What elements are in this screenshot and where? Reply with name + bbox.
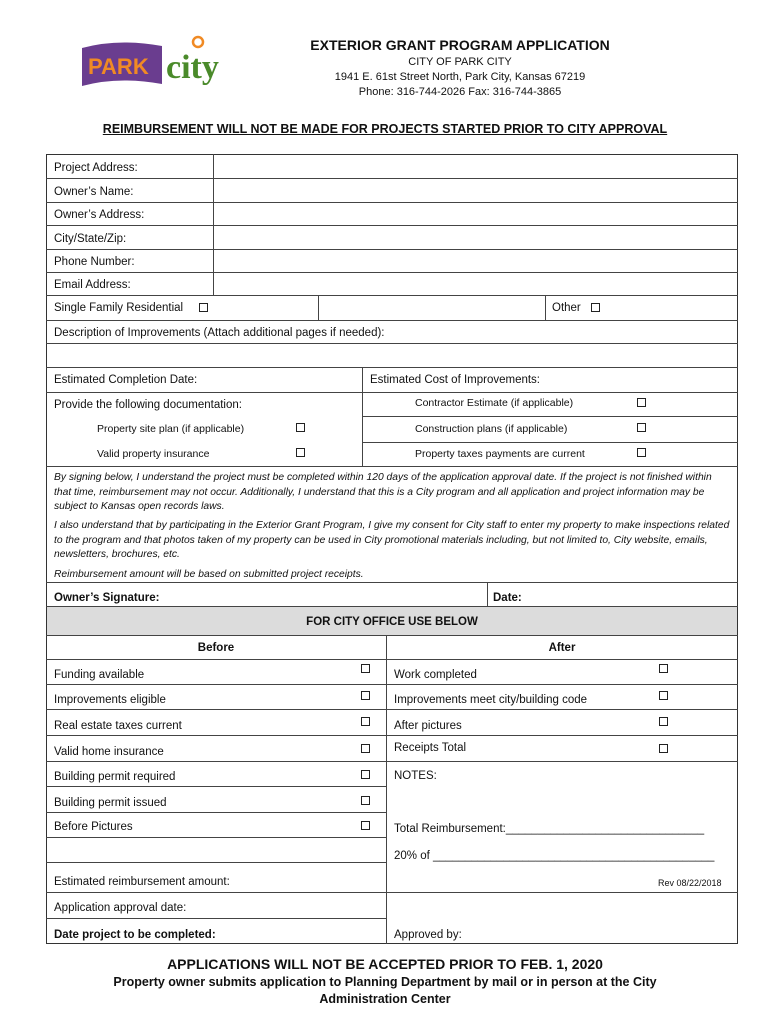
owners-signature-label: Owner’s Signature: [54, 592, 160, 604]
after-heading: After [548, 642, 576, 654]
other-label: Other [552, 302, 581, 314]
email-address-label: Email Address: [54, 279, 131, 291]
owners-name-label: Owner’s Name: [54, 186, 134, 198]
reimbursement-warning: REIMBURSEMENT WILL NOT BE MADE FOR PROJECTS STARTED PRIOR TO CITY APPROVAL [102, 122, 668, 136]
description-label: Description of Improvements (Attach additional pages if needed): [54, 327, 385, 339]
after-item-work-completed: Work completed [394, 669, 477, 681]
work-completed-checkbox[interactable] [659, 664, 668, 673]
permit-required-checkbox[interactable] [361, 770, 370, 779]
project-address-label: Project Address: [54, 162, 138, 174]
before-item-insurance: Valid home insurance [54, 746, 164, 758]
description-field[interactable] [48, 345, 736, 366]
before-item-taxes: Real estate taxes current [54, 720, 182, 732]
consent-paragraph-2: I also understand that by participating in the Exterior Grant Program, I give my consent for City staff to enter my property to make inspections related to the program and that photos taken of my property can be used in City promotional materials including, but not limited to, City website, emails, newsletters, brochures, etc. [54, 520, 730, 560]
owners-name-field[interactable] [216, 180, 736, 201]
taxes-checkbox[interactable] [361, 717, 370, 726]
city-address: 1941 E. 61st Street North, Park City, Kansas 67219 [334, 71, 586, 83]
owners-address-field[interactable] [216, 204, 736, 224]
city-phone: Phone: 316-744-2026 Fax: 316-744-3865 [358, 86, 562, 98]
before-item-permit-issued: Building permit issued [54, 797, 167, 809]
single-family-label: Single Family Residential [54, 302, 184, 314]
owners-address-label: Owner’s Address: [54, 209, 145, 221]
before-item-permit-required: Building permit required [54, 771, 176, 783]
funding-checkbox[interactable] [361, 664, 370, 673]
submission-line-2: Administration Center [319, 992, 451, 1006]
logo-word-city: city [166, 49, 219, 86]
office-heading: FOR CITY OFFICE USE BELOW [306, 616, 478, 628]
logo-word-park: PARK [88, 54, 149, 79]
construction-plans-checkbox[interactable] [637, 423, 646, 432]
insurance-checkbox[interactable] [361, 744, 370, 753]
permit-issued-checkbox[interactable] [361, 796, 370, 805]
est-reimbursement-label: Estimated reimbursement amount: [54, 876, 230, 888]
before-heading: Before [197, 642, 235, 654]
approval-date-label: Application approval date: [54, 902, 187, 914]
phone-number-label: Phone Number: [54, 256, 135, 268]
eligible-checkbox[interactable] [361, 691, 370, 700]
after-item-code: Improvements meet city/building code [394, 694, 588, 706]
code-checkbox[interactable] [659, 691, 668, 700]
receipts-note: Reimbursement amount will be based on submitted project receipts. [54, 569, 364, 580]
after-item-receipts: Receipts Total [394, 742, 467, 754]
provide-docs-label: Provide the following documentation: [54, 399, 242, 411]
site-plan-checkbox[interactable] [296, 423, 305, 432]
after-pictures-checkbox[interactable] [659, 717, 668, 726]
est-completion-label: Estimated Completion Date: [54, 374, 198, 386]
other-checkbox[interactable] [591, 303, 600, 312]
before-pictures-checkbox[interactable] [361, 821, 370, 830]
est-cost-label: Estimated Cost of Improvements: [370, 374, 541, 386]
owners-signature-field[interactable] [170, 584, 485, 605]
twenty-percent-label: 20% of ____________________________________________ [394, 850, 715, 862]
consent-paragraph-1: By signing below, I understand the project must be completed within 120 days of the application approval date. If the project is not finished within that time, reimbursement may not occur. Additionally, I understand that this is a City program and all application and project information may be subject to Kansas open records laws. [54, 472, 712, 512]
signature-date-label: Date: [493, 592, 522, 604]
deadline-notice: APPLICATIONS WILL NOT BE ACCEPTED PRIOR TO FEB. 1, 2020 [167, 956, 603, 972]
city-state-zip-label: City/State/Zip: [54, 233, 127, 245]
phone-number-field[interactable] [216, 251, 736, 271]
valid-insurance-label: Valid property insurance [97, 448, 210, 460]
taxes-current-label: Property taxes payments are current [415, 448, 585, 460]
submission-line-1: Property owner submits application to Planning Department by mail or in person at the City [113, 975, 657, 989]
total-reimbursement-label: Total Reimbursement:_______________________________ [394, 823, 705, 835]
before-item-funding: Funding available [54, 669, 145, 681]
city-name: CITY OF PARK CITY [408, 56, 512, 68]
contractor-estimate-checkbox[interactable] [637, 398, 646, 407]
contractor-estimate-label: Contractor Estimate (if applicable) [415, 397, 574, 409]
date-completed-label: Date project to be completed: [54, 929, 216, 941]
single-family-checkbox[interactable] [199, 303, 208, 312]
notes-label: NOTES: [394, 770, 437, 782]
city-state-zip-field[interactable] [216, 227, 736, 248]
park-city-logo [78, 34, 244, 92]
approved-by-label: Approved by: [394, 929, 462, 941]
revision-date: Rev 08/22/2018 [658, 878, 722, 888]
signature-date-field[interactable] [530, 584, 736, 605]
site-plan-label: Property site plan (if applicable) [97, 423, 245, 435]
receipts-checkbox[interactable] [659, 744, 668, 753]
before-item-eligible: Improvements eligible [54, 694, 166, 706]
construction-plans-label: Construction plans (if applicable) [415, 423, 568, 435]
email-address-field[interactable] [216, 274, 736, 294]
project-address-field[interactable] [216, 156, 736, 177]
form-title: EXTERIOR GRANT PROGRAM APPLICATION [310, 37, 610, 53]
after-item-pictures: After pictures [394, 720, 462, 732]
taxes-current-checkbox[interactable] [637, 448, 646, 457]
valid-insurance-checkbox[interactable] [296, 448, 305, 457]
before-item-pictures: Before Pictures [54, 821, 133, 833]
submission-instructions [0, 974, 770, 1008]
